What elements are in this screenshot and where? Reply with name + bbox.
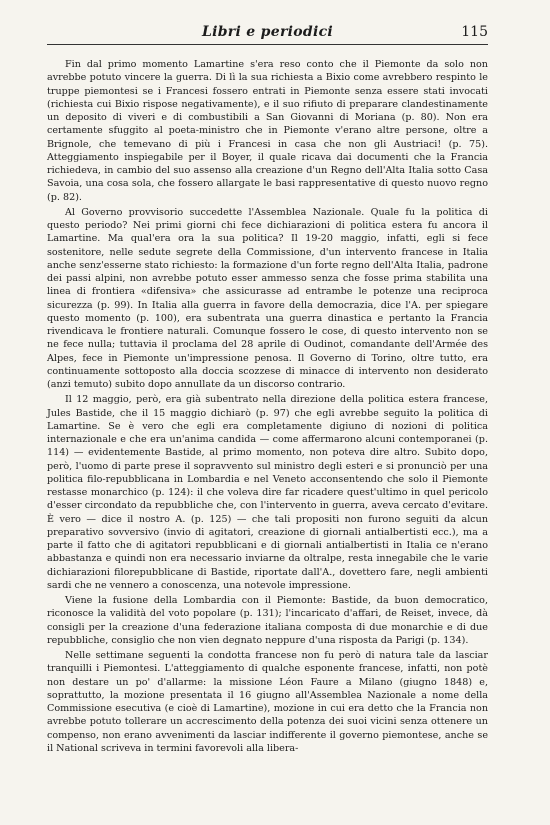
running-header bbox=[47, 22, 488, 45]
paragraph: Viene la fusione della Lombardia con il Piemonte: Bastide, da buon democratico, riconosce la validità del voto popolare (p. 131); l'incaricato d'affari, de Reiset, invece, dà consigli per la creazione d'una federazione italiana composta di due monarchie e di due repubbliche, consiglio che non vien degnato neppure d'una risposta da Parigi (p. 134). bbox=[47, 595, 488, 646]
paragraph: Il 12 maggio, però, era già subentrato nella direzione della politica estera francese, Jules Bastide, che il 15 maggio dichiarò (p. 97) che egli avrebbe seguito la politica di Lamartine. Se è vero che egli era completamente digiuno di nozioni di politica internazionale e che era un'anima candida — come affermarono alcuni contemporanei (p. 114) — evidentemente Bastide, al primo momento, non poteva dire altro. Subito dopo, però, l'uomo di parte prese il sopravvento sul ministro degli esteri e si pronunciò per una politica filo-repubblicana in Lombardia e nel Veneto acconsentendo che solo il Piemonte restasse monarchico (p. 124): il che voleva dire far ricadere quest'ultimo in quel pericolo d'esser circondato da repubbliche che, con l'intervento in guerra, aveva cercato d'evitare. È vero — dice il nostro A. (p. 125) — che tali propositi non furono seguiti da alcun preparativo sovversivo (invio di agitatori, creazione di giornali antialbertisti ecc.), ma a parte il fatto che di agitatori repubblicani e di giornali antialbertisti in Italia ce n'erano abbastanza e quindi non era necessario inviarne da oltralpe, resta innegabile che le varie dichiarazioni filorepubblicane di Bastide, riportate dall'A., dovettero fare, negli ambienti sardi che ne vennero a conoscenza, una notevole impressione. bbox=[47, 394, 488, 591]
page-number: 115 bbox=[461, 24, 488, 40]
paragraph: Nelle settimane seguenti la condotta francese non fu però di natura tale da lasciar tranquilli i Piemontesi. L'atteggiamento di qualche esponente francese, infatti, non potè non destare un po' d'allarme: la missione Léon Faure a Milano (giugno 1848) e, soprattutto, la mozione presentata il 16 giugno all'Assemblea Nazionale a nome della Commissione esecutiva (e cioè di Lamartine), mozione in cui era detto che la Francia non avrebbe potuto tollerare un accrescimento della potenza dei suoi vicini senza ottenere un compenso, non erano avvenimenti da lasciar indifferente il governo piemontese, anche se il National scriveva in termini favorevoli alla libera- bbox=[47, 650, 488, 754]
paragraph: Fin dal primo momento Lamartine s'era reso conto che il Piemonte da solo non avrebbe potuto vincere la guerra. Di lì la sua richiesta a Bixio come avrebbero respinto le truppe piemontesi se i Francesi fossero entrati in Piemonte senza essere stati invocati (richiesta cui Bixio rispose negativamente), e il suo rifiuto di preparare clandestinamente un deposito di viveri e di combustibili a San Giovanni di Moriana (p. 80). Non era certamente sfuggito al poeta-ministro che in Piemonte v'erano altre persone, oltre a Brignole, che temevano di più i Francesi in casa che non gli Austriaci! (p. 75). Atteggiamento inspiegabile per il Boyer, il quale ricava dai documenti che la Francia richiedeva, in cambio del suo assenso alla creazione d'un Regno dell'Alta Italia sotto Casa Savoia, una cosa sola, che fossero allargate le basi rappresentative di questo nuovo regno (p. 82). bbox=[47, 59, 488, 203]
review-text bbox=[47, 58, 488, 755]
paragraph: Al Governo provvisorio succedette l'Assemblea Nazionale. Quale fu la politica di questo periodo? Nei primi giorni chi fece dichiarazioni di politica estera fu ancora il Lamartine. Ma qual'era ora la sua politica? Il 19-20 maggio, infatti, egli si fece sostenitore, nelle sedute segrete della Commissione, d'un intervento francese in Italia anche senz'esserne stato richiesto: la formazione d'un forte regno dell'Alta Italia, padrone dei passi alpini, non avrebbe potuto esser ammesso senza che fosse prima stabilita una linea di frontiera «difensiva» che assicurasse ad entrambe le potenze una reciproca sicurezza (p. 99). In Italia alla guerra in favore della democrazia, dice l'A. per spiegare questo momento (p. 100), era subentrata una guerra dinastica e pertanto la Francia rivendicava le frontiere naturali. Comunque fossero le cose, di questo intervento non se ne fece nulla; tuttavia il proclama del 28 aprile di Oudinot, comandante dell'Armée des Alpes, fece in Piemonte un'impressione penosa. Il Governo di Torino, oltre tutto, era continuamente sottoposto alla doccia scozzese di minacce di intervento non desiderato (anzi temuto) subito dopo annullate da un discorso contrario. bbox=[47, 206, 488, 390]
running-title: Libri e periodici bbox=[201, 24, 334, 40]
